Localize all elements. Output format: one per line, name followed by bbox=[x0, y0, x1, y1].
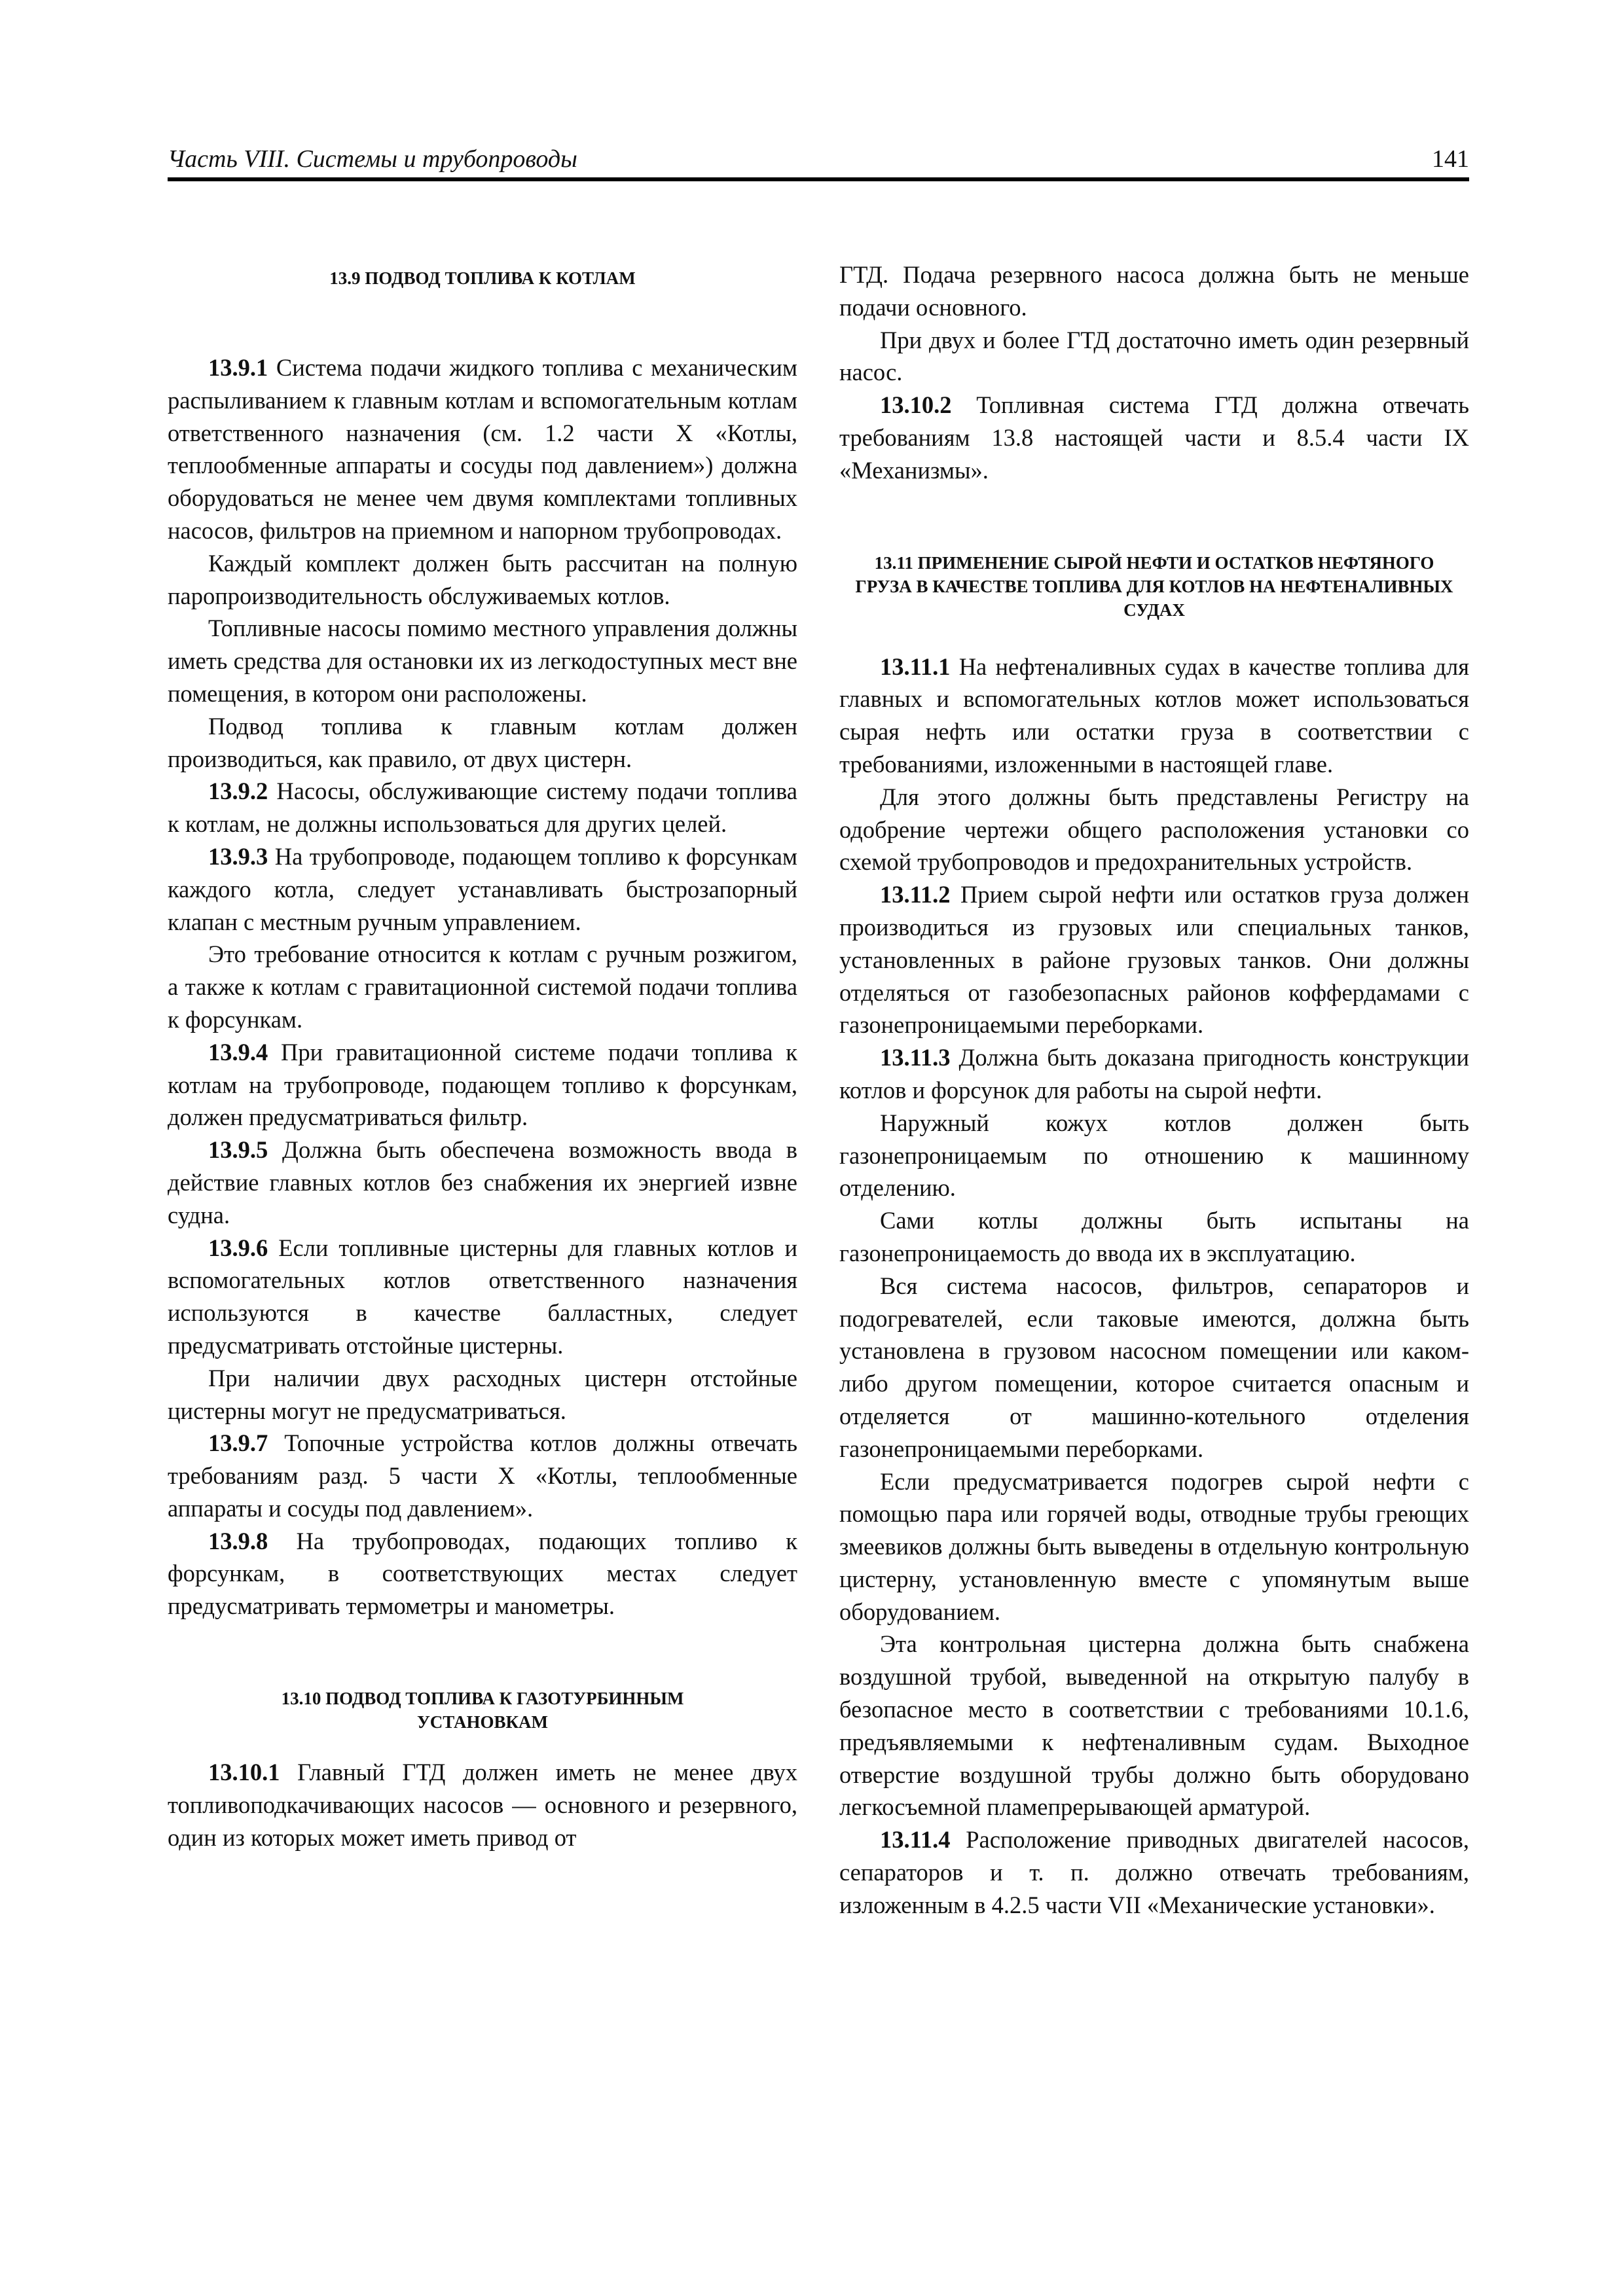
paragraph bbox=[168, 938, 797, 1035]
section-13-10-body bbox=[168, 1756, 797, 1854]
paragraph bbox=[168, 1134, 797, 1231]
paragraph bbox=[168, 1756, 797, 1854]
clause-number: 13.11.2 bbox=[880, 881, 951, 908]
paragraph bbox=[839, 651, 1469, 781]
paragraph-text: Насосы, обслуживающие систему подачи топлива к котлам, не должны использоваться для других целей. bbox=[168, 778, 797, 838]
paragraph-text: Главный ГТД должен иметь не менее двух топливоподкачивающих насосов — основного и резервного, один из которых может иметь привод от bbox=[168, 1759, 797, 1851]
paragraph bbox=[168, 775, 797, 840]
section-13-11-body bbox=[839, 651, 1469, 1922]
paragraph-text: На трубопроводах, подающих топливо к форсункам, в соответствующих местах следует предусматривать термометры и манометры. bbox=[168, 1527, 797, 1620]
paragraph bbox=[839, 1041, 1469, 1107]
page-number: 141 bbox=[1432, 145, 1469, 173]
paragraph-text: При гравитационной системе подачи топлива к котлам на трубопроводе, подающем топливо к форсункам, должен предусматриваться фильтр. bbox=[168, 1038, 797, 1131]
paragraph bbox=[839, 781, 1469, 878]
clause-number: 13.9.3 bbox=[208, 842, 268, 870]
clause-number: 13.11.1 bbox=[880, 653, 951, 680]
paragraph bbox=[839, 1107, 1469, 1204]
paragraph-text: Топливные насосы помимо местного управления должны иметь средства для остановки их из легкодоступных мест вне помещения, в котором они расположены. bbox=[168, 615, 797, 707]
clause-number: 13.9.5 bbox=[208, 1136, 268, 1164]
paragraph bbox=[168, 1036, 797, 1134]
paragraph-text: Эта контрольная цистерна должна быть снабжена воздушной трубой, выведенной на открытую палубу в безопасное место в соответствии с требованиями 10.1.6, предъявляемыми к нефтеналивным судам. Выходное отверстие воздушной трубы должно быть оборудовано легкосъемной пламепрерывающей арматурой. bbox=[839, 1630, 1469, 1821]
paragraph bbox=[839, 259, 1469, 324]
section-heading-13-11: 13.11 ПРИМЕНЕНИЕ СЫРОЙ НЕФТИ И ОСТАТКОВ НЕФТЯНОГО ГРУЗА В КАЧЕСТВЕ ТОПЛИВА ДЛЯ КОТЛОВ НА НЕФТЕНАЛИВНЫХ СУДАХ bbox=[855, 552, 1453, 620]
paragraph-text: При наличии двух расходных цистерн отстойные цистерны могут не предусматриваться. bbox=[168, 1364, 797, 1424]
clause-number: 13.9.7 bbox=[208, 1429, 268, 1457]
paragraph bbox=[168, 1232, 797, 1362]
running-header bbox=[168, 141, 1469, 181]
paragraph-text: При двух и более ГТД достаточно иметь один резервный насос. bbox=[839, 326, 1469, 386]
clause-number: 13.10.1 bbox=[208, 1759, 280, 1786]
paragraph bbox=[839, 1823, 1469, 1921]
clause-number: 13.11.4 bbox=[880, 1826, 951, 1854]
paragraph bbox=[168, 1525, 797, 1623]
header-title: Часть VIII. Системы и трубопроводы bbox=[168, 145, 577, 173]
section-13-10-continued bbox=[839, 259, 1469, 487]
paragraph-text: Сами котлы должны быть испытаны на газонепроницаемость до ввода их в эксплуатацию. bbox=[839, 1207, 1469, 1266]
paragraph bbox=[839, 389, 1469, 486]
paragraph-text: Топочные устройства котлов должны отвечать требованиям разд. 5 части X «Котлы, теплообменные аппараты и сосуды под давлением». bbox=[168, 1429, 797, 1522]
paragraph bbox=[168, 1362, 797, 1427]
paragraph-text: Топливная система ГТД должна отвечать требованиям 13.8 настоящей части и 8.5.4 части IX «Механизмы». bbox=[839, 391, 1469, 484]
paragraph-text: Наружный кожух котлов должен быть газонепроницаемым по отношению к машинному отделению. bbox=[839, 1109, 1469, 1202]
paragraph-text: Расположение приводных двигателей насосов, сепараторов и т. п. должно отвечать требованиям, изложенным в 4.2.5 части VII «Механические установки». bbox=[839, 1826, 1469, 1918]
paragraph bbox=[168, 351, 797, 547]
paragraph-text: ГТД. Подача резервного насоса должна быть не меньше подачи основного. bbox=[839, 261, 1469, 321]
right-column bbox=[839, 259, 1469, 1922]
paragraph bbox=[168, 710, 797, 776]
paragraph-text: Должна быть доказана пригодность конструкции котлов и форсунок для работы на сырой нефти. bbox=[839, 1044, 1469, 1103]
paragraph-text: На трубопроводе, подающем топливо к форсункам каждого котла, следует устанавливать быстрозапорный клапан с местным ручным управлением. bbox=[168, 842, 797, 935]
paragraph bbox=[839, 1204, 1469, 1270]
paragraph bbox=[839, 1465, 1469, 1628]
section-13-9-body bbox=[168, 351, 797, 1623]
paragraph bbox=[168, 612, 797, 709]
paragraph-text: Каждый комплект должен быть рассчитан на полную паропроизводительность обслуживаемых котлов. bbox=[168, 549, 797, 609]
paragraph-text: Для этого должны быть представлены Регистру на одобрение чертежи общего расположения установки со схемой трубопроводов и предохранительных устройств. bbox=[839, 783, 1469, 876]
paragraph-text: Это требование относится к котлам с ручным розжигом, а также к котлам с гравитационной системой подачи топлива к форсункам. bbox=[168, 941, 797, 1033]
paragraph-text: Если топливные цистерны для главных котлов и вспомогательных котлов ответственного назначения используются в качестве балластных, следует предусматривать отстойные цистерны. bbox=[168, 1234, 797, 1359]
clause-number: 13.9.1 bbox=[208, 354, 268, 381]
clause-number: 13.9.6 bbox=[208, 1234, 268, 1261]
paragraph-text: Если предусматривается подогрев сырой нефти с помощью пара или горячей воды, отводные трубы греющих змеевиков должны быть выведены в отдельную контрольную цистерну, установленную вместе с упомянутым выше оборудованием. bbox=[839, 1467, 1469, 1625]
section-heading-13-9: 13.9 ПОДВОД ТОПЛИВА К КОТЛАМ bbox=[329, 268, 636, 288]
paragraph bbox=[168, 840, 797, 938]
paragraph bbox=[839, 1628, 1469, 1823]
paragraph-text: Система подачи жидкого топлива с механическим распыливанием к главным котлам и вспомогательным котлам ответственного назначения (см. 1.2 части X «Котлы, теплообменные аппараты и сосуды под давлением») должна оборудоваться не менее чем двумя комплектами топливных насосов, фильтров на приемном и напорном трубопроводах. bbox=[168, 354, 797, 544]
paragraph-text: Должна быть обеспечена возможность ввода в действие главных котлов без снабжения их энергией извне судна. bbox=[168, 1136, 797, 1229]
clause-number: 13.10.2 bbox=[880, 391, 952, 419]
clause-number: 13.11.3 bbox=[880, 1044, 951, 1071]
paragraph bbox=[168, 1427, 797, 1524]
paragraph-text: Подвод топлива к главным котлам должен производиться, как правило, от двух цистерн. bbox=[168, 712, 797, 772]
paragraph bbox=[839, 324, 1469, 389]
paragraph bbox=[168, 547, 797, 613]
clause-number: 13.9.2 bbox=[208, 778, 268, 805]
clause-number: 13.9.8 bbox=[208, 1527, 268, 1554]
paragraph-text: На нефтеналивных судах в качестве топлива для главных и вспомогательных котлов может использоваться сырая нефть или остатки груза в соответствии с требованиями, изложенными в настоящей главе. bbox=[839, 653, 1469, 778]
paragraph-text: Прием сырой нефти или остатков груза должен производиться из грузовых или специальных танков, установленных в районе грузовых танков. Они должны отделяться от газобезопасных районов коффердамами с газонепроницаемыми переборками. bbox=[839, 881, 1469, 1039]
paragraph bbox=[839, 878, 1469, 1041]
paragraph-text: Вся система насосов, фильтров, сепараторов и подогревателей, если таковые имеются, должна быть установлена в грузовом насосном помещении или каком-либо другом помещении, которое считается опасным и отделяется от машинно-котельного отделения газонепроницаемыми переборками. bbox=[839, 1272, 1469, 1462]
section-heading-13-10: 13.10 ПОДВОД ТОПЛИВА К ГАЗОТУРБИННЫМ УСТАНОВКАМ bbox=[281, 1689, 684, 1732]
paragraph bbox=[839, 1270, 1469, 1465]
left-column bbox=[168, 259, 797, 1854]
clause-number: 13.9.4 bbox=[208, 1038, 268, 1066]
